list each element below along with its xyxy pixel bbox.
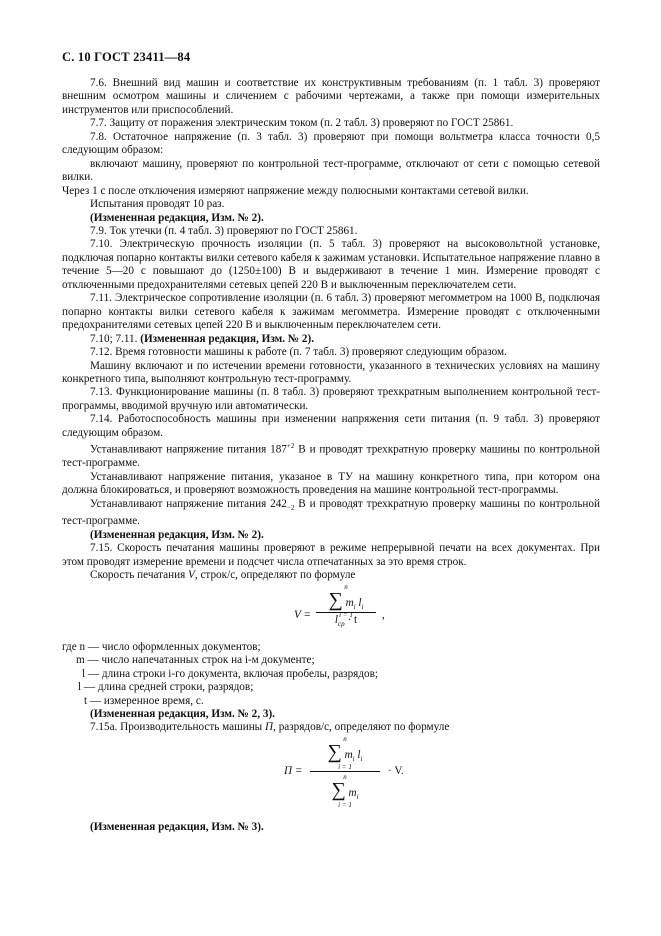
formula-tail: · V.	[388, 764, 404, 777]
formula-speed	[62, 583, 600, 639]
paragraph: включают машину, проверяют по контрольной тест-программе, отключают от сети с помощью сетевой вилки.	[62, 157, 600, 184]
paragraph: 7.6. Внешний вид машин и соответствие их конструктивным требованиям (п. 1 табл. 3) проверяют внешним осмотром машины и сличением с рабочими чертежами, а также при помощи измерительных инструментов или приспособлений.	[62, 77, 600, 116]
term-m: m	[348, 786, 357, 799]
formula-tail: ,	[382, 608, 385, 621]
revision-note: (Измененная редакция, Изм. № 2, 3).	[90, 708, 275, 720]
paragraph	[62, 721, 600, 734]
text-part: 7.15а. Производительность машины	[90, 721, 265, 734]
formula-lhs: V =	[294, 608, 311, 621]
definition: t — измеренное время, с.	[84, 694, 204, 707]
var-v: V	[188, 569, 195, 582]
revision-note: (Измененная редакция, Изм. № 2).	[140, 332, 315, 345]
revision-note: (Измененная редакция, Изм. № 2).	[90, 528, 264, 541]
definition: где n — число оформленных документов;	[62, 640, 261, 653]
paragraph: 7.12. Время готовности машины к работе (п. 7 табл. 3) проверяют следующим образом.	[90, 346, 507, 359]
paragraph	[62, 569, 600, 582]
sum-upper: n	[343, 734, 347, 743]
den-l: l	[334, 613, 339, 626]
paragraph: Машину включают и по истечении времени готовности, указанного в технических условиях на машину конкретного типа, выполняют контрольную тест-программу.	[62, 359, 600, 385]
text-part: Устанавливают напряжение питания 242	[90, 497, 287, 510]
revision-note: (Измененная редакция, Изм. № 2).	[90, 211, 264, 224]
sum-lower: i = 1	[338, 763, 352, 772]
clause-ref: 7.10; 7.11.	[90, 332, 141, 345]
sigma-symbol: ∑	[328, 588, 343, 611]
tolerance-sup: +2	[286, 442, 295, 451]
var-p: П	[265, 721, 274, 734]
sum-lower: i = 1	[338, 801, 352, 810]
paragraph: 7.8. Остаточное напряжение (п. 3 табл. 3) проверяют при помощи вольтметра класса точности 0,5 следующим образом:	[62, 130, 600, 157]
sub-i: i	[361, 602, 364, 611]
text-part: Устанавливают напряжение питания 187	[90, 443, 287, 456]
sub-i: i	[360, 755, 363, 764]
formula-productivity	[62, 735, 600, 813]
formula-numerator	[310, 735, 380, 771]
text-part: Скорость печатания	[90, 569, 189, 582]
formula-denominator	[316, 614, 376, 628]
sum-upper: n	[344, 582, 348, 591]
definitions	[62, 641, 600, 708]
term-l: l	[357, 748, 361, 761]
term-l: l	[358, 596, 362, 609]
formula-denominator	[310, 773, 380, 809]
revision-note: (Измененная редакция, Изм. № 3).	[90, 820, 264, 833]
fraction-bar	[316, 612, 376, 613]
paragraph: Испытания проводят 10 раз.	[90, 198, 225, 211]
definition: m — число напечатанных строк на i-м документе;	[76, 654, 315, 667]
paragraph	[62, 333, 600, 346]
sum-lower: i = 1	[339, 610, 353, 619]
paragraph: 7.15. Скорость печатания машины проверяют в режиме непрерывной печати на всех документах. При этом проводят измерение времени и подсчет числа отпечатанных за это время строк.	[62, 542, 600, 568]
paragraph: 7.13. Функционирование машины (п. 8 табл. 3) проверяют трехкратным выполнением контрольной тест-программы, вводимой вручную или автоматически.	[62, 386, 600, 412]
sum-upper: n	[343, 772, 347, 781]
paragraph	[62, 440, 600, 471]
term-m: m	[344, 748, 353, 761]
paragraph	[62, 498, 600, 529]
paragraph: 7.9. Ток утечки (п. 4 табл. 3) проверяют по ГОСТ 25861.	[90, 224, 358, 237]
paragraph: 7.10. Электрическую прочность изоляции (п. 5 табл. 3) проверяют на высоковольтной установке, подключая попарно контакты вилки сетевого кабеля к зажимам установки. Испытательное напряжение плавно в течение 5—20 с повышают до (1250±100) В и выдерживают в течение 1 мин. Измерение проводят с отключенными предохранителями сетевых цепей 220 В и выключенным переключателем сети.	[62, 238, 600, 291]
den-t: · t	[347, 613, 358, 626]
text-part: В и проводят трехкратную проверку машины по контрольной тест-программе.	[62, 497, 600, 528]
text-part: В и проводят трехкратную проверку машины по контрольной тест-программе.	[62, 443, 600, 470]
tolerance-sub: −2	[286, 504, 295, 513]
text-part: , разрядов/с, определяют по формуле	[273, 721, 450, 734]
paragraph: Через 1 с после отключения измеряют напряжение между полюсными контактами сетевой вилки.	[62, 184, 529, 197]
paragraph: 7.11. Электрическое сопротивление изоляции (п. 6 табл. 3) проверяют мегомметром на 1000 В, подключая попарно контакты вилки сетевого кабеля к зажимам мегомметра. Измерение проводят с отключенными предохранителями сетевых цепей 220 В и выключенным переключателем сети.	[62, 292, 600, 332]
fraction-bar	[310, 771, 380, 772]
term-m: m	[345, 596, 354, 609]
sub-i: i	[353, 602, 356, 611]
sub-i: i	[352, 755, 355, 764]
den-sub: cp	[338, 619, 345, 628]
sub-i: i	[356, 793, 359, 802]
document-body	[62, 77, 600, 834]
formula-lhs: П =	[284, 764, 303, 777]
page-header: С. 10 ГОСТ 23411—84	[62, 50, 191, 64]
sigma-symbol: ∑	[327, 740, 342, 763]
sigma-symbol: ∑	[331, 778, 346, 801]
paragraph: Устанавливают напряжение питания, указаное в ТУ на машину конкретного типа, при котором она должна блокироваться, и проверяют возможность проведения на машине контрольной тест-программы.	[62, 470, 600, 497]
definition: l — длина строки i-го документа, включая пробелы, разрядов;	[82, 667, 378, 680]
definition: l — длина средней строки, разрядов;	[78, 681, 254, 694]
paragraph: 7.7. Защиту от поражения электрическим током (п. 2 табл. 3) проверяют по ГОСТ 25861.	[90, 117, 514, 130]
paragraph: 7.14. Работоспособность машины при изменении напряжения сети питания (п. 9 табл. 3) проверяют следующим образом.	[62, 413, 600, 439]
text-part: , строк/с, определяют по формуле	[194, 569, 356, 582]
